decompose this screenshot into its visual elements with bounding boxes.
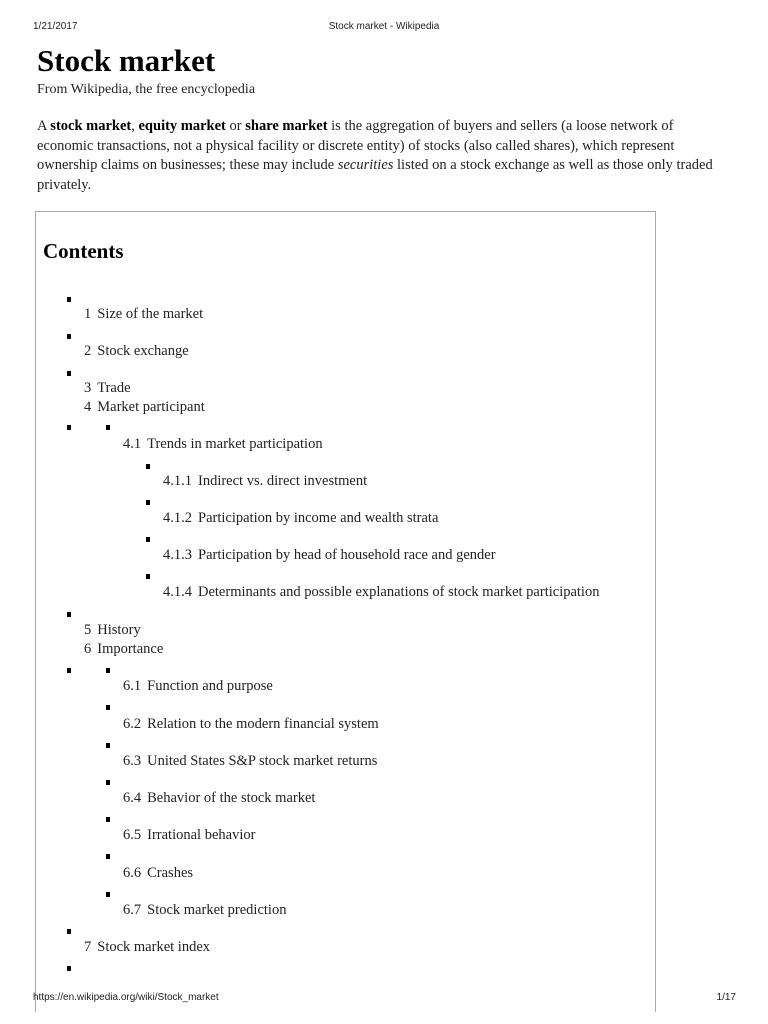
bullet-icon (106, 780, 110, 785)
toc-item[interactable] (163, 547, 496, 564)
toc-label: Stock market index (97, 939, 211, 955)
bullet-icon (106, 425, 110, 430)
toc-number: 2 (84, 343, 92, 359)
bullet-icon (106, 892, 110, 897)
toc-label: Irrational behavior (147, 827, 256, 843)
toc-item[interactable] (123, 678, 273, 695)
toc-number: 6.6 (123, 865, 142, 881)
toc-label: History (97, 622, 141, 638)
page-title: Stock market (37, 43, 216, 78)
intro-text: or (225, 118, 246, 134)
toc-number: 6 (84, 641, 92, 657)
toc-number: 4 (84, 399, 92, 415)
toc-item[interactable] (84, 622, 141, 639)
toc-label: Relation to the modern financial system (147, 716, 379, 732)
toc-item[interactable] (163, 510, 438, 527)
toc-number: 4.1.4 (163, 584, 192, 600)
toc-number: 1 (84, 306, 92, 322)
toc-item[interactable] (84, 399, 205, 416)
bullet-icon (67, 334, 71, 339)
toc-label: Indirect vs. direct investment (198, 473, 368, 489)
print-page-title: Stock market - Wikipedia (328, 21, 440, 32)
toc-label: Trends in market participation (147, 436, 323, 452)
bullet-icon (106, 817, 110, 822)
bullet-icon (146, 537, 150, 542)
toc-item[interactable] (84, 380, 131, 397)
toc-label: Participation by head of household race and gender (198, 547, 496, 563)
toc-item[interactable] (123, 436, 323, 453)
toc-label: Crashes (147, 865, 194, 881)
toc-number: 7 (84, 939, 92, 955)
toc-number: 6.4 (123, 790, 142, 806)
toc-label: Trade (97, 380, 131, 396)
toc-label: Market participant (97, 399, 205, 415)
toc-number: 4.1.1 (163, 473, 192, 489)
toc-item[interactable] (84, 641, 163, 658)
bullet-icon (106, 743, 110, 748)
toc-number: 4.1.3 (163, 547, 192, 563)
toc-number: 4.1.2 (163, 510, 192, 526)
table-of-contents (35, 211, 656, 1012)
bullet-icon (67, 425, 71, 430)
print-page-number: 1/17 (716, 992, 736, 1003)
bullet-icon (106, 854, 110, 859)
toc-label: Size of the market (97, 306, 204, 322)
toc-number: 6.7 (123, 902, 142, 918)
toc-number: 6.3 (123, 753, 142, 769)
toc-number: 4.1 (123, 436, 142, 452)
toc-number: 5 (84, 622, 92, 638)
intro-text: A (37, 118, 51, 134)
intro-text: listed on a stock exchange as well as those only traded privately. (37, 157, 713, 193)
toc-label: Behavior of the stock market (147, 790, 316, 806)
tagline: From Wikipedia, the free encyclopedia (37, 82, 256, 97)
toc-number: 6.1 (123, 678, 142, 694)
bullet-icon (146, 574, 150, 579)
toc-item[interactable] (123, 827, 255, 844)
print-date: 1/21/2017 (33, 21, 78, 32)
bullet-icon (67, 966, 71, 971)
toc-title: Contents (43, 239, 124, 263)
toc-item[interactable] (163, 584, 599, 601)
bullet-icon (67, 668, 71, 673)
intro-paragraph (37, 117, 727, 195)
bullet-icon (67, 297, 71, 302)
toc-number: 3 (84, 380, 92, 396)
term-securities: securities (337, 157, 394, 173)
bullet-icon (67, 929, 71, 934)
bullet-icon (106, 668, 110, 673)
toc-item[interactable] (123, 902, 286, 919)
toc-item[interactable] (123, 753, 377, 770)
toc-label: Importance (97, 641, 164, 657)
toc-item[interactable] (84, 343, 189, 360)
toc-number: 6.5 (123, 827, 142, 843)
toc-item[interactable] (84, 306, 203, 323)
term-share-market: share market (245, 118, 328, 134)
toc-number: 6.2 (123, 716, 142, 732)
toc-label: Determinants and possible explanations of stock market participation (198, 584, 600, 600)
toc-item[interactable] (84, 939, 210, 956)
toc-label: Stock market prediction (147, 902, 287, 918)
bullet-icon (146, 464, 150, 469)
toc-item[interactable] (123, 790, 315, 807)
term-equity-market: equity market (138, 118, 226, 134)
toc-label: Function and purpose (147, 678, 273, 694)
intro-text: , (131, 118, 139, 134)
toc-label: Stock exchange (97, 343, 189, 359)
term-stock-market: stock market (50, 118, 132, 134)
print-url: https://en.wikipedia.org/wiki/Stock_market (33, 992, 219, 1003)
toc-item[interactable] (163, 473, 367, 490)
toc-item[interactable] (123, 865, 193, 882)
toc-label: Participation by income and wealth strata (198, 510, 439, 526)
bullet-icon (106, 705, 110, 710)
bullet-icon (67, 371, 71, 376)
toc-label: United States S&P stock market returns (147, 753, 378, 769)
bullet-icon (146, 500, 150, 505)
intro-text: is the aggregation of buyers and sellers (a loose network of economic transactions, not a physical facility or discrete entity) of stocks (also called shares), which represent ownership claims on businesses; these may include (37, 118, 675, 173)
toc-item[interactable] (123, 716, 379, 733)
bullet-icon (67, 612, 71, 617)
